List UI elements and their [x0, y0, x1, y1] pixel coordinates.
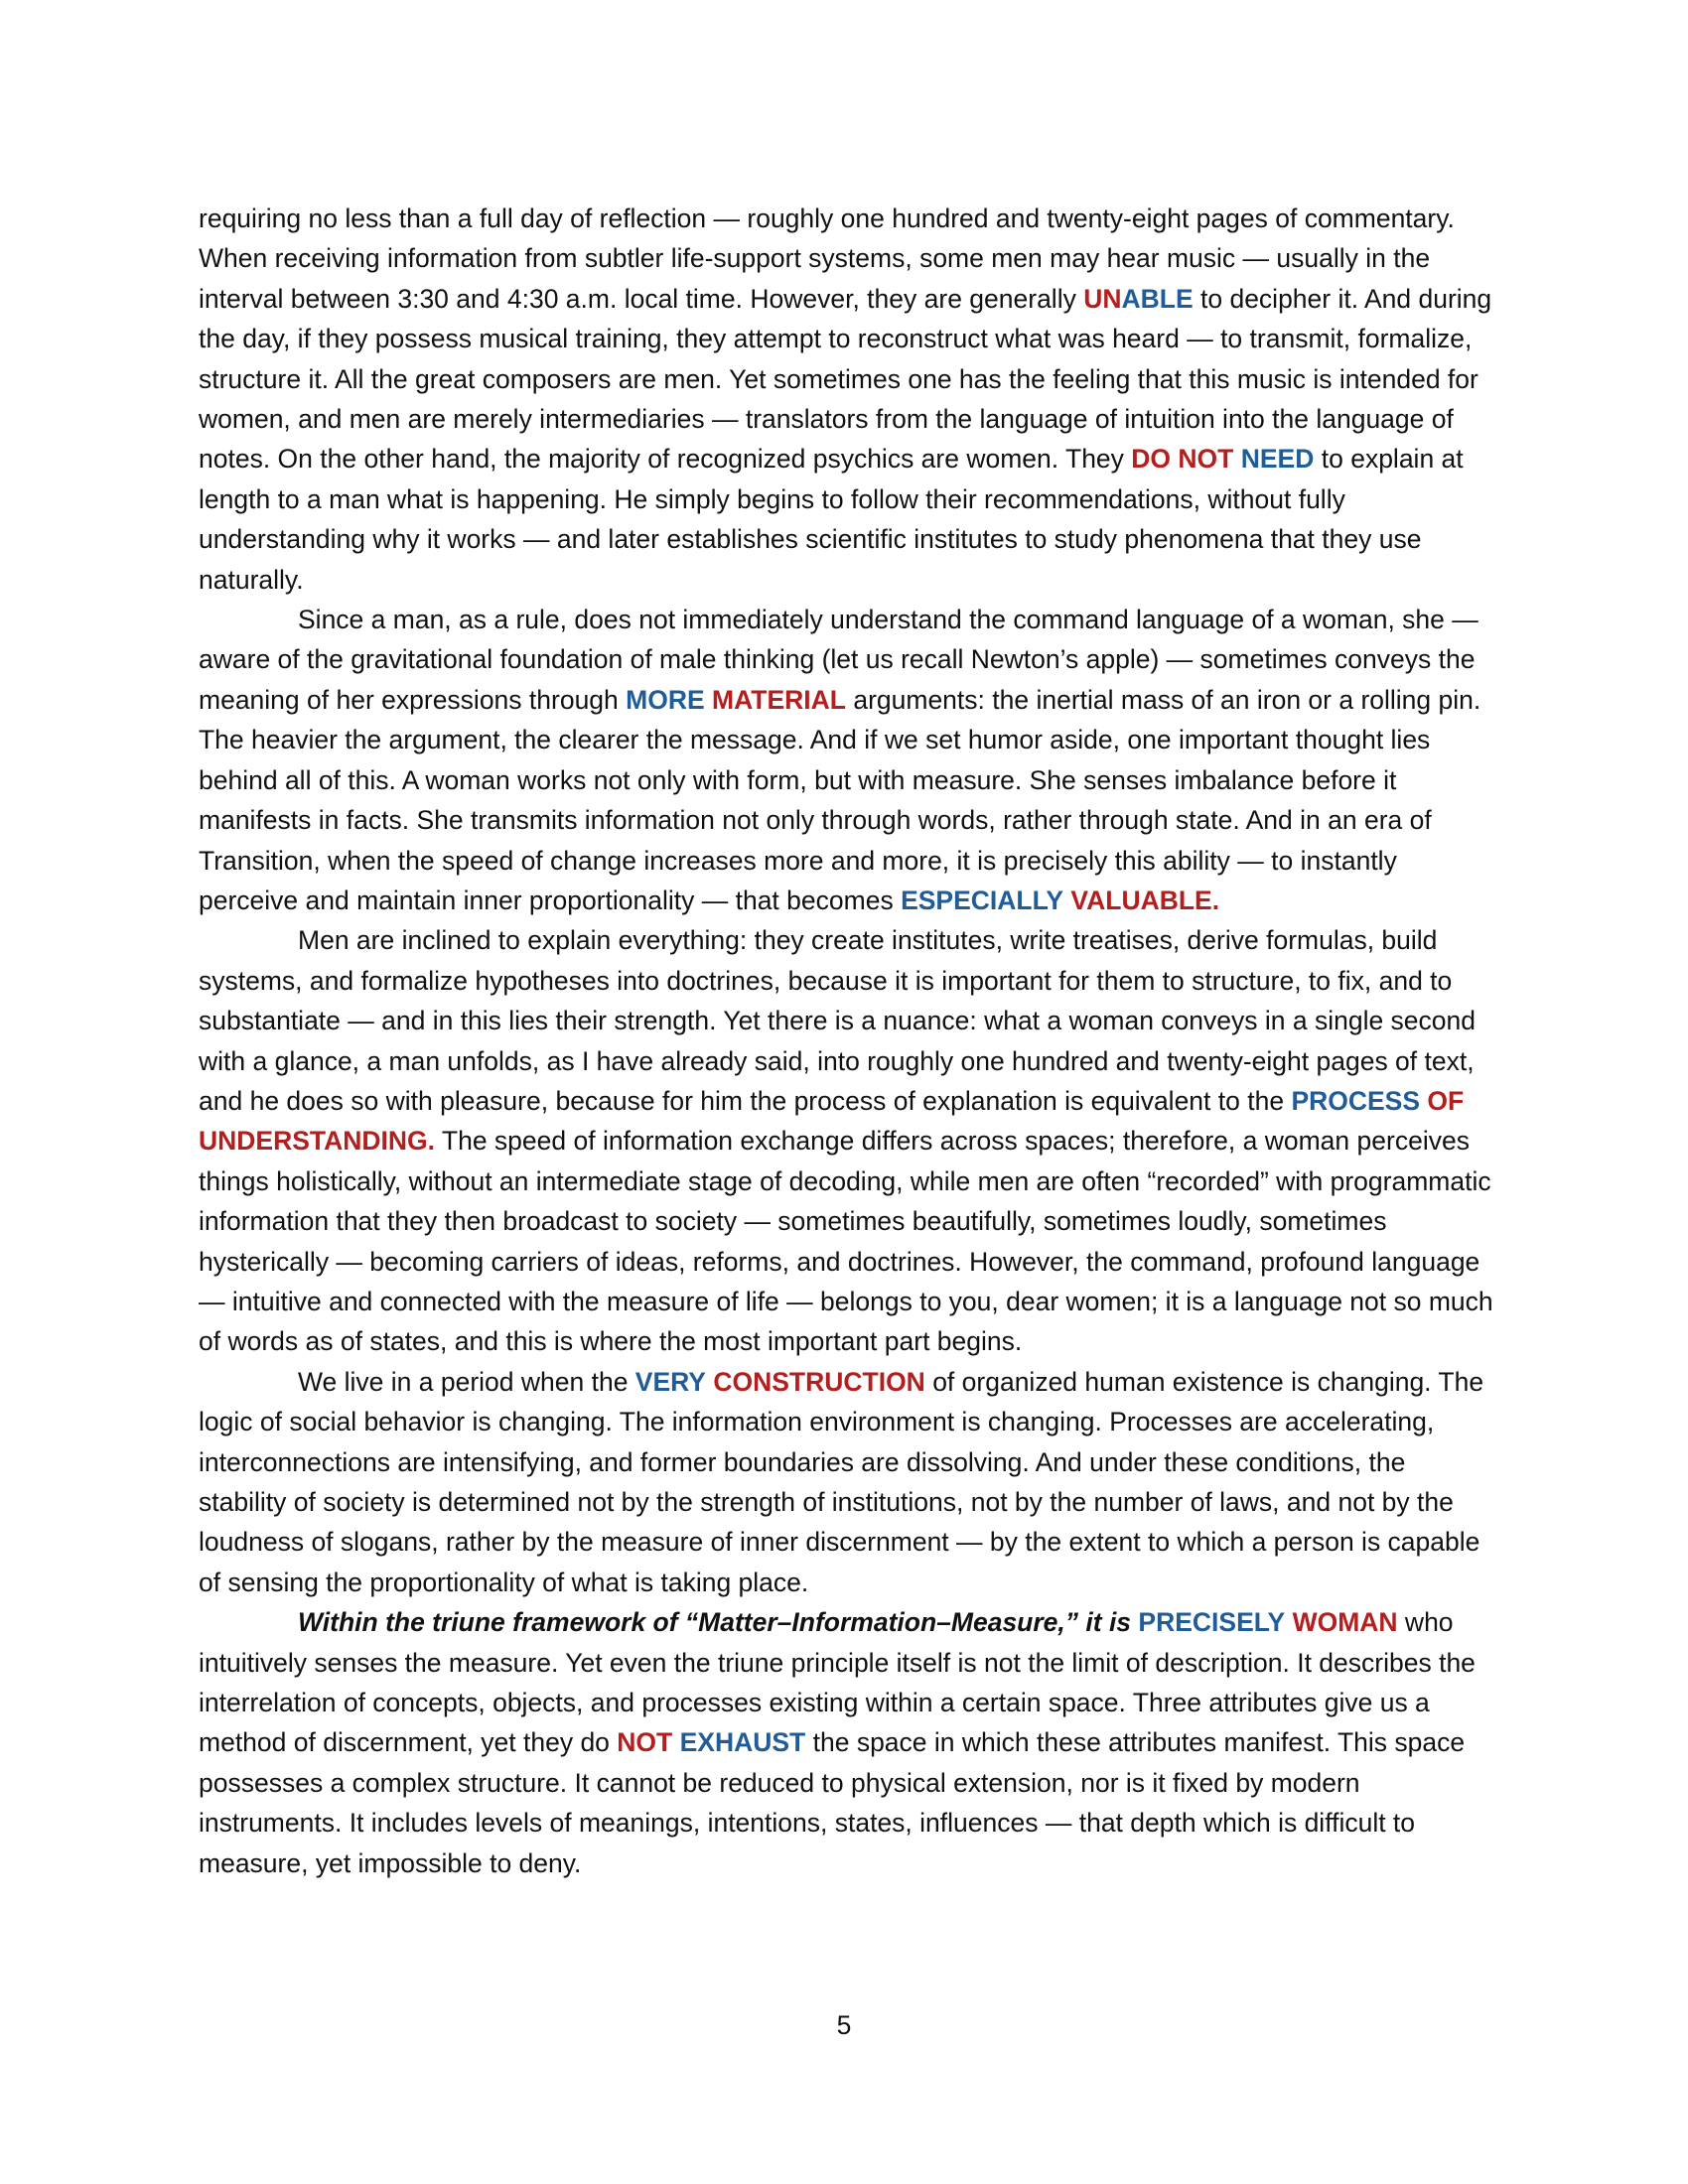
text-run: Since a man, as a rule, does not immediately understand the command language of a woman, she — aware of the gravitational foundation of male thinking (let us recall Newton’s apple) — sometimes conveys the meaning of her expressions through — [199, 605, 1478, 715]
highlight-blue: ESPECIALLY — [901, 885, 1064, 915]
highlight-red: CONSTRUCTION — [713, 1366, 925, 1397]
highlight-blue: MORE — [626, 684, 705, 715]
highlight-red: NOT — [617, 1727, 673, 1758]
text-run — [672, 1727, 679, 1757]
text-run: to decipher it. And during the day, if they possess musical training, they attempt to reconstruct what was heard — to transmit, formalize, structure it. All the great composers are men. Yet sometimes one has the feeling that this music is intended for women, and men are merely intermediaries — translators from the language of intuition into the language of notes. On the other hand, the majority of recognized psychics are women. They — [199, 283, 1492, 475]
highlight-blue: PROCESS — [1291, 1085, 1421, 1116]
text-run: requiring no less than a full day of reflection — roughly one hundred and twenty-eight pages of commentary. When receiving information from subtler life-support systems, some men may hear music — usually in the interval between 3:30 and 4:30 a.m. local time. However, they are generally — [199, 204, 1455, 314]
paragraph — [199, 199, 1494, 600]
highlight-blue: PRECISELY — [1138, 1607, 1286, 1638]
highlight-red: WOMAN — [1292, 1607, 1398, 1638]
text-run: We live in a period when the — [298, 1366, 635, 1397]
highlight-blue: ABLE — [1121, 283, 1194, 314]
text-run — [1233, 444, 1240, 474]
text-run: the space in which these attributes manifest. This space possesses a complex structure. It cannot be reduced to physical extension, nor is it fixed by modern instruments. It includes levels of meanings, intentions, states, influences — that depth which is difficult to measure, yet impossible to deny. — [199, 1727, 1466, 1878]
paragraph — [199, 920, 1494, 1361]
highlight-red: MATERIAL — [712, 684, 846, 715]
highlight-red: VALUABLE. — [1070, 885, 1220, 915]
text-run: Men are inclined to explain everything: they create institutes, write treatises, derive formulas, build systems, and formalize hypotheses into doctrines, because it is important for them to structure, to fix, and to substantiate — and in this lies their strength. Yet there is a nuance: what a woman conveys in a single second with a glance, a man unfolds, as I have already said, into roughly one hundred and twenty-eight pages of text, and he does so with pleasure, because for him the process of explanation is equivalent to the — [199, 925, 1477, 1116]
highlight-blue: NEED — [1240, 444, 1315, 475]
body-text — [199, 199, 1494, 1883]
text-run — [705, 685, 712, 715]
highlight-red: OF UNDERSTANDING. — [199, 1085, 1465, 1157]
text-run: The speed of information exchange differs across spaces; therefore, a woman perceives things holistically, without an intermediate stage of decoding, while men are often “recorded” with programmatic information that they then broadcast to society — sometimes beautifully, sometimes loudly, sometimes hysterically — becoming carriers of ideas, reforms, and doctrines. However, the command, profound language — intuitive and connected with the measure of life — belongs to you, dear women; it is a language not so much of words as of states, and this is where the most important part begins. — [199, 1126, 1493, 1357]
highlight-blue: EXHAUST — [679, 1727, 806, 1758]
emphasis-text: Within the triune framework of “Matter–Information–Measure,” it is — [298, 1607, 1139, 1638]
highlight-blue: VERY — [634, 1366, 706, 1397]
highlight-red: DO NOT — [1131, 444, 1234, 475]
text-run: arguments: the inertial mass of an iron or a rolling pin. The heavier the argument, the clearer the message. And if we set humor aside, one important thought lies behind all of this. A woman works not only with form, but with measure. She senses imbalance before it manifests in facts. She transmits information not only through words, rather through state. And in an era of Transition, when the speed of change increases more and more, it is precisely this ability — to instantly perceive and maintain inner proportionality — that becomes — [199, 684, 1481, 915]
text-run: to explain at length to a man what is happening. He simply begins to follow their recommendations, without fully understanding why it works — and later establishes scientific institutes to study phenomena that they use naturally. — [199, 444, 1464, 595]
paragraph — [199, 600, 1494, 920]
text-run: who intuitively senses the measure. Yet even the triune principle itself is not the limit of description. It describes the interrelation of concepts, objects, and processes existing within a certain space. Three attributes give us a method of discernment, yet they do — [199, 1607, 1476, 1758]
text-run: of organized human existence is changing. The logic of social behavior is changing. The information environment is changing. Processes are accelerating, interconnections are intensifying, and former boundaries are dissolving. And under these conditions, the stability of society is determined not by the strength of institutions, not by the number of laws, and not by the loudness of slogans, rather by the measure of inner discernment — by the extent to which a person is capable of sensing the proportionality of what is taking place. — [199, 1366, 1484, 1597]
page-number: 5 — [836, 2010, 852, 2040]
text-run — [1285, 1607, 1292, 1637]
paragraph — [199, 1362, 1494, 1602]
paragraph — [199, 1602, 1494, 1883]
highlight-red: UN — [1083, 283, 1122, 314]
